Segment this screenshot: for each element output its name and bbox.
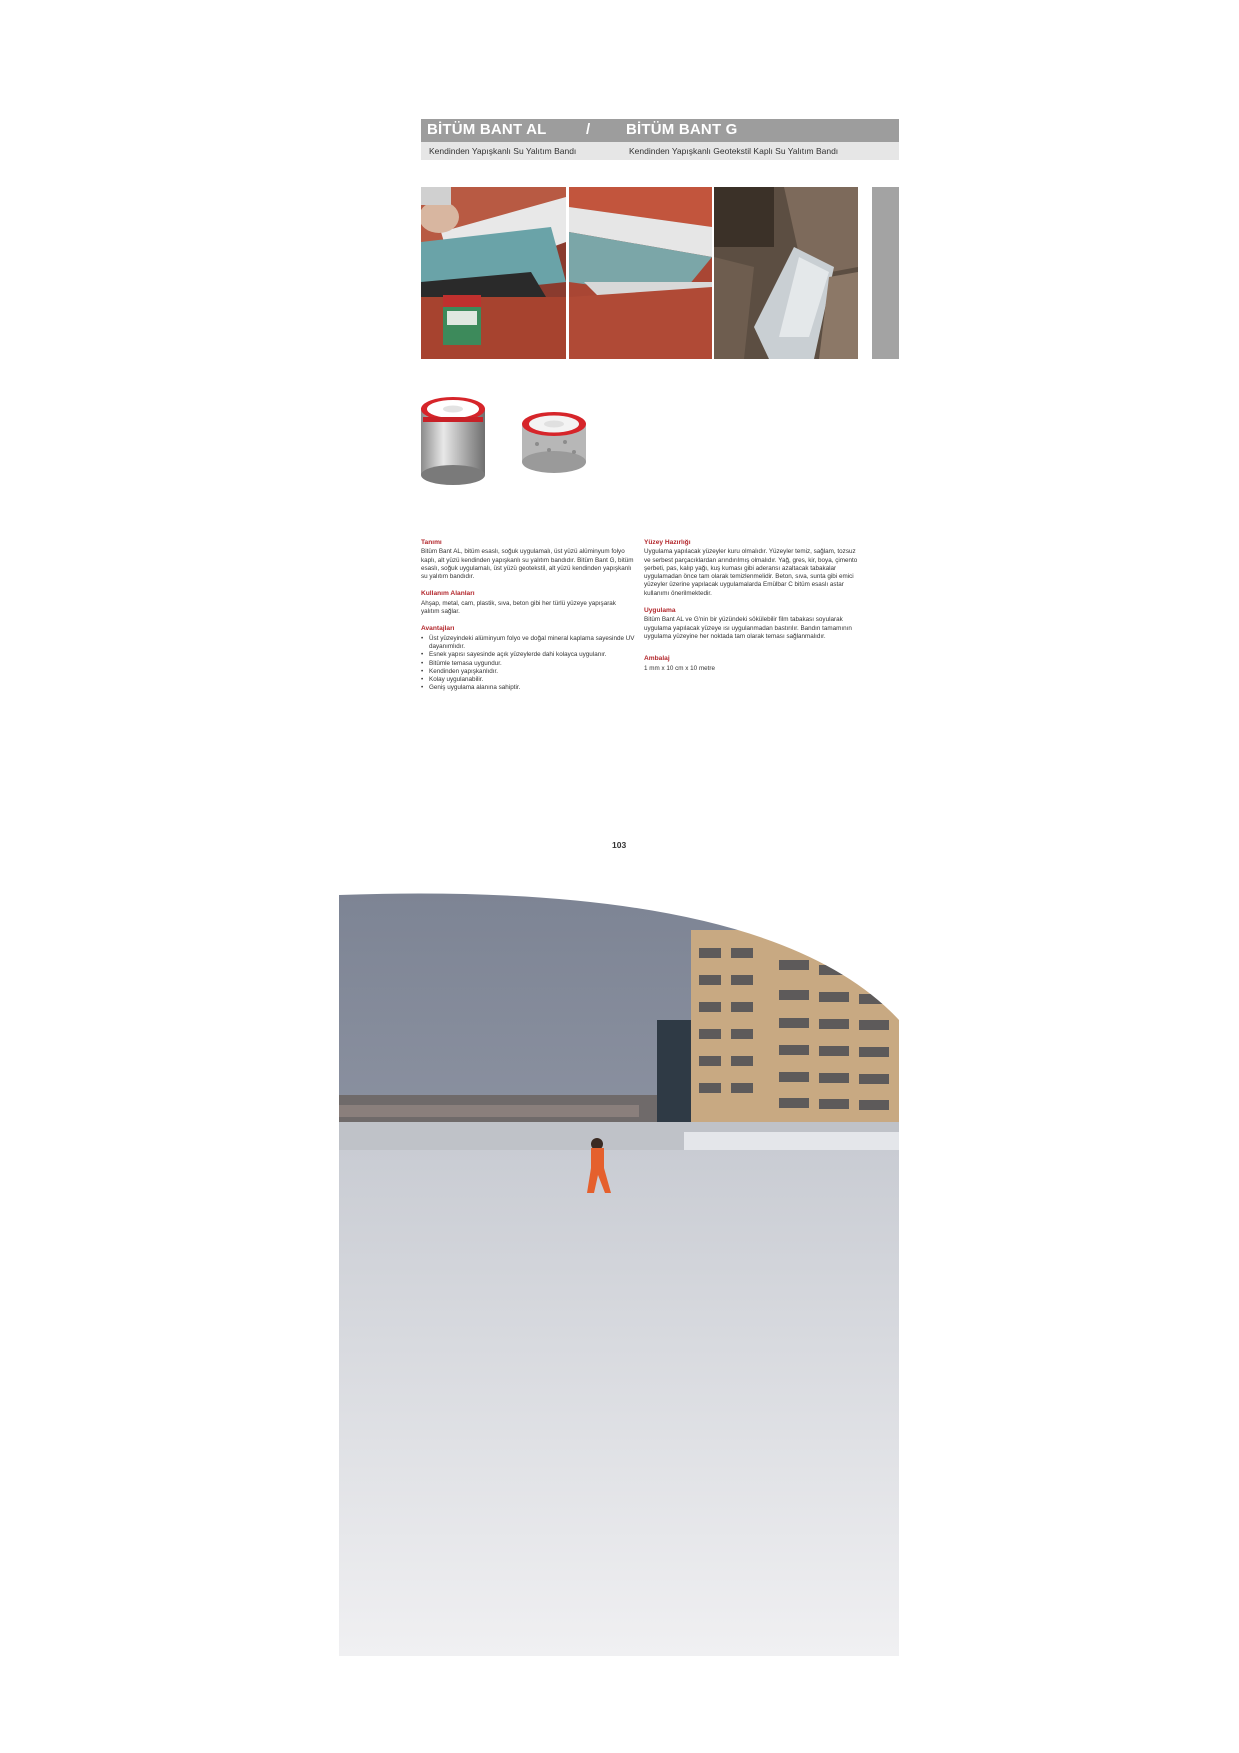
text-tanimi: Bitüm Bant AL, bitüm esaslı, soğuk uygulamalı, üst yüzü alüminyum folyo kaplı, alt yüzü kendinden yapışkanlı su yalıtım bandıdır. Bitüm Bant G, bitüm esaslı, soğuk uygulamalı, üst yüzü geotekstil, alt yüzü kendinden yapışkanlı su yalıtım bandıdır. <box>421 548 634 581</box>
list-item: • Bitümle temasa uygundur. <box>421 660 636 668</box>
left-text-column <box>421 539 636 702</box>
product-title-g: BİTÜM BANT G <box>626 121 738 138</box>
section-kullanim-alanlari <box>421 590 636 616</box>
product-subtitle-band <box>421 142 899 160</box>
section-ambalaj <box>644 655 859 673</box>
product-title-al: BİTÜM BANT AL <box>427 121 547 138</box>
side-accent-bar <box>872 187 899 359</box>
heading-kullanim-alanlari: Kullanım Alanları <box>421 590 475 598</box>
section-tanimi <box>421 539 636 581</box>
heading-avantajlari: Avantajları <box>421 625 455 633</box>
text-yuzey-hazirligi: Uygulama yapılacak yüzeyler kuru olmalıdır. Yüzeyler temiz, sağlam, tozsuz ve serbest parçacıklardan arındırılmış olmalıdır. Yağ, gres, kir, boya, çimento şerbeti, pas, kalıp yağı, kuş kuması gibi aderansı azaltacak tabakalar uygulamadan önce tam olarak temizlenmelidir. Beton, sıva, sunta gibi emici yüzeyler üzerine yapılacak uygulamalarda Emülbar C bitüm esaslı astar kullanımı önerilmektedir. <box>644 548 858 597</box>
product-title-band <box>421 119 899 142</box>
text-uygulama: Bitüm Bant AL ve G'nin bir yüzündeki sökülebilir film tabakası soyularak uygulama yapılacak yüzeye ısı uygulanmadan bastırılır. Bandın tamamının uygulama yüzeyine her noktada tam olarak teması sağlanmalıdır. <box>644 616 852 640</box>
heading-yuzey-hazirligi: Yüzey Hazırlığı <box>644 539 691 546</box>
page-number: 103 <box>612 840 627 850</box>
list-item: • Üst yüzeyindeki alüminyum folyo ve doğal mineral kaplama sayesinde UV dayanımlıdır. <box>421 635 636 652</box>
bitum-bant-al-roll-image <box>418 393 488 488</box>
section-avantajlari <box>421 625 636 692</box>
heading-tanimi: Tanımı <box>421 539 442 546</box>
section-yuzey-hazirligi <box>644 539 859 598</box>
product-subtitle-al: Kendinden Yapışkanlı Su Yalıtım Bandı <box>429 146 577 156</box>
title-separator: / <box>586 121 591 138</box>
right-text-column <box>644 539 859 682</box>
product-subtitle-g: Kendinden Yapışkanlı Geotekstil Kaplı Su Yalıtım Bandı <box>629 146 839 156</box>
bitum-bant-g-roll-image <box>519 408 589 476</box>
application-photo-3 <box>714 187 858 359</box>
list-item: • Kolay uygulanabilir. <box>421 676 636 684</box>
list-item: • Geniş uygulama alanına sahiptir. <box>421 684 636 692</box>
rooftop-application-photo <box>339 890 899 1656</box>
text-kullanim-alanlari: Ahşap, metal, cam, plastik, sıva, beton gibi her türlü yüzeye yapışarak yalıtım sağlar. <box>421 599 616 616</box>
advantages-list <box>421 635 636 693</box>
list-item: • Kendinden yapışkanlıdır. <box>421 668 636 676</box>
list-item: • Esnek yapısı sayesinde açık yüzeylerde dahi kolayca uygulanır. <box>421 651 636 659</box>
application-photo-2 <box>569 187 712 359</box>
section-uygulama <box>644 607 859 641</box>
text-ambalaj: 1 mm x 10 cm x 10 metre <box>644 664 716 672</box>
application-photo-1 <box>421 187 566 359</box>
heading-uygulama: Uygulama <box>644 607 676 615</box>
heading-ambalaj: Ambalaj <box>644 655 670 663</box>
